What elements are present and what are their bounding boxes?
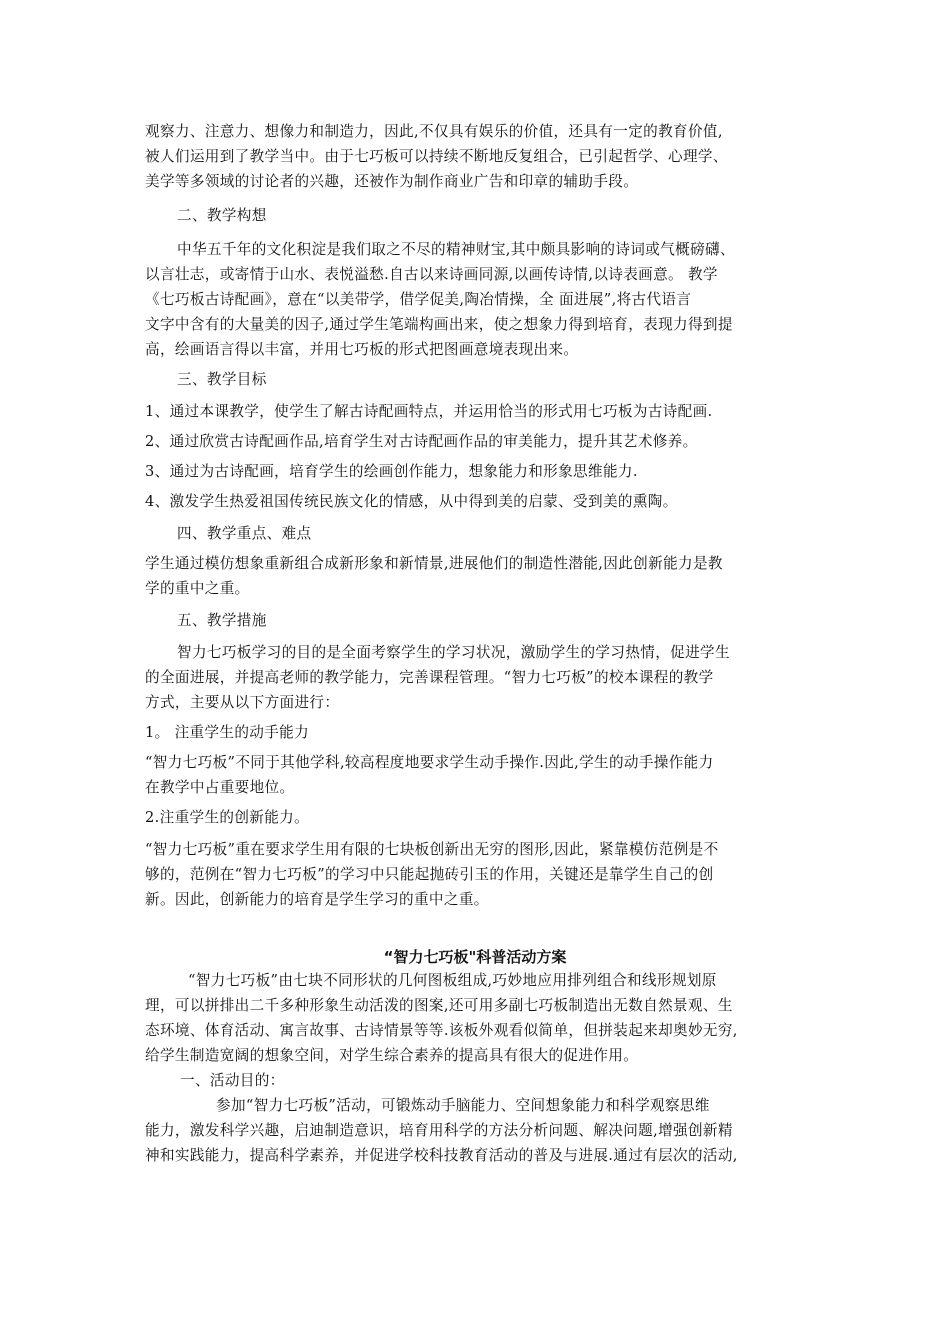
paragraph-line: 参加“智力七巧板”活动，可锻炼动手脑能力、空间想象能力和科学观察思维 bbox=[216, 1097, 710, 1114]
section-heading: 五、教学措施 bbox=[177, 612, 267, 629]
paragraph-line: 文字中含有的大量美的因子,通过学生笔端构画出来，使之想象力得到培育，表现力得到提 bbox=[145, 316, 733, 333]
list-item: 3、通过为古诗配画，培育学生的绘画创作能力，想象能力和形象思维能力. bbox=[145, 463, 638, 480]
subheading: 1。 注重学生的动手能力 bbox=[145, 724, 310, 741]
paragraph-line: “智力七巧板”由七块不同形状的几何图板组成,巧妙地应用排列组合和线形规划原 bbox=[188, 972, 717, 989]
paragraph-line: 的全面进展，并提高老师的教学能力，完善课程管理。“智力七巧板”的校本课程的教学 bbox=[145, 669, 714, 686]
paragraph-line: 《七巧板古诗配画》，意在“以美带学，借学促美,陶冶情操，全 面进展”,将古代语言 bbox=[145, 291, 692, 308]
paragraph-line: 新。因此，创新能力的培育是学生学习的重中之重。 bbox=[145, 891, 489, 908]
section-heading: 四、教学重点、难点 bbox=[177, 525, 312, 542]
paragraph-line: 观察力、注意力、想像力和制造力，因此,不仅具有娱乐的价值，还具有一定的教育价值, bbox=[145, 123, 723, 140]
paragraph-line: 以言壮志，或寄情于山水、表悦溢愁.自古以来诗画同源,以画传诗情,以诗表画意。 教学 bbox=[145, 266, 718, 283]
section-heading: 三、教学目标 bbox=[177, 371, 267, 388]
paragraph-line: 智力七巧板学习的目的是全面考察学生的学习状况，激励学生的学习热情，促进学生 bbox=[177, 644, 730, 661]
paragraph-line: 方式，主要从以下方面进行： bbox=[145, 694, 340, 711]
paragraph-line: 给学生制造宽阔的想象空间，对学生综合素养的提高具有很大的促进作用。 bbox=[145, 1047, 639, 1064]
list-item: 2、通过欣赏古诗配画作品,培育学生对古诗配画作品的审美能力，提升其艺术修养。 bbox=[145, 433, 698, 450]
paragraph-line: 能力，激发科学兴趣，启迪制造意识，培育用科学的方法分析问题、解决问题,增强创新精 bbox=[145, 1122, 733, 1139]
paragraph-line: 理，可以拼排出二千多种形象生动活泼的图案,还可用多副七巧板制造出无数自然景观、生 bbox=[145, 997, 733, 1014]
paragraph-line: 在教学中占重要地位。 bbox=[145, 779, 295, 796]
list-item: 4、激发学生热爱祖国传统民族文化的情感，从中得到美的启蒙、受到美的熏陶。 bbox=[145, 493, 678, 510]
paragraph-line: 美学等多领域的讨论者的兴趣，还被作为制作商业广告和印章的辅助手段。 bbox=[145, 173, 639, 190]
subheading: 2.注重学生的创新能力。 bbox=[145, 809, 310, 826]
paragraph-line: 被人们运用到了教学当中。由于七巧板可以持续不断地反复组合，已引起哲学、心理学、 bbox=[145, 148, 728, 165]
paragraph-line: 态环境、体育活动、寓言故事、古诗情景等等.该板外观看似简单，但拼装起来却奥妙无穷, bbox=[145, 1022, 738, 1039]
paragraph-line: 中华五千年的文化积淀是我们取之不尽的精神财宝,其中颇具影响的诗词或气概磅礴、 bbox=[177, 241, 735, 258]
paragraph-line: 够的，范例在“智力七巧板”的学习中只能起抛砖引玉的作用，关键还是靠学生自己的创 bbox=[145, 866, 714, 883]
paragraph-line: 高，绘画语言得以丰富，并用七巧板的形式把图画意境表现出来。 bbox=[145, 341, 579, 358]
list-item: 1、通过本课教学，使学生了解古诗配画特点，并运用恰当的形式用七巧板为古诗配画. bbox=[145, 403, 713, 420]
paragraph-line: 神和实践能力，提高科学素养，并促进学校科技教育活动的普及与进展.通过有层次的活动, bbox=[145, 1147, 738, 1164]
document-title: “智力七巧板"科普活动方案 bbox=[383, 948, 567, 966]
section-heading: 一、活动目的： bbox=[180, 1072, 285, 1089]
paragraph-line: 学生通过模仿想象重新组合成新形象和新情景,进展他们的制造性潜能,因此创新能力是教 bbox=[145, 555, 723, 572]
paragraph-line: 学的重中之重。 bbox=[145, 580, 250, 597]
paragraph-line: “智力七巧板”不同于其他学科,较高程度地要求学生动手操作.因此,学生的动手操作能力 bbox=[145, 754, 714, 771]
section-heading: 二、教学构想 bbox=[177, 207, 267, 224]
paragraph-line: “智力七巧板”重在要求学生用有限的七块板创新出无穷的图形,因此，紧靠模仿范例是不 bbox=[145, 841, 719, 858]
